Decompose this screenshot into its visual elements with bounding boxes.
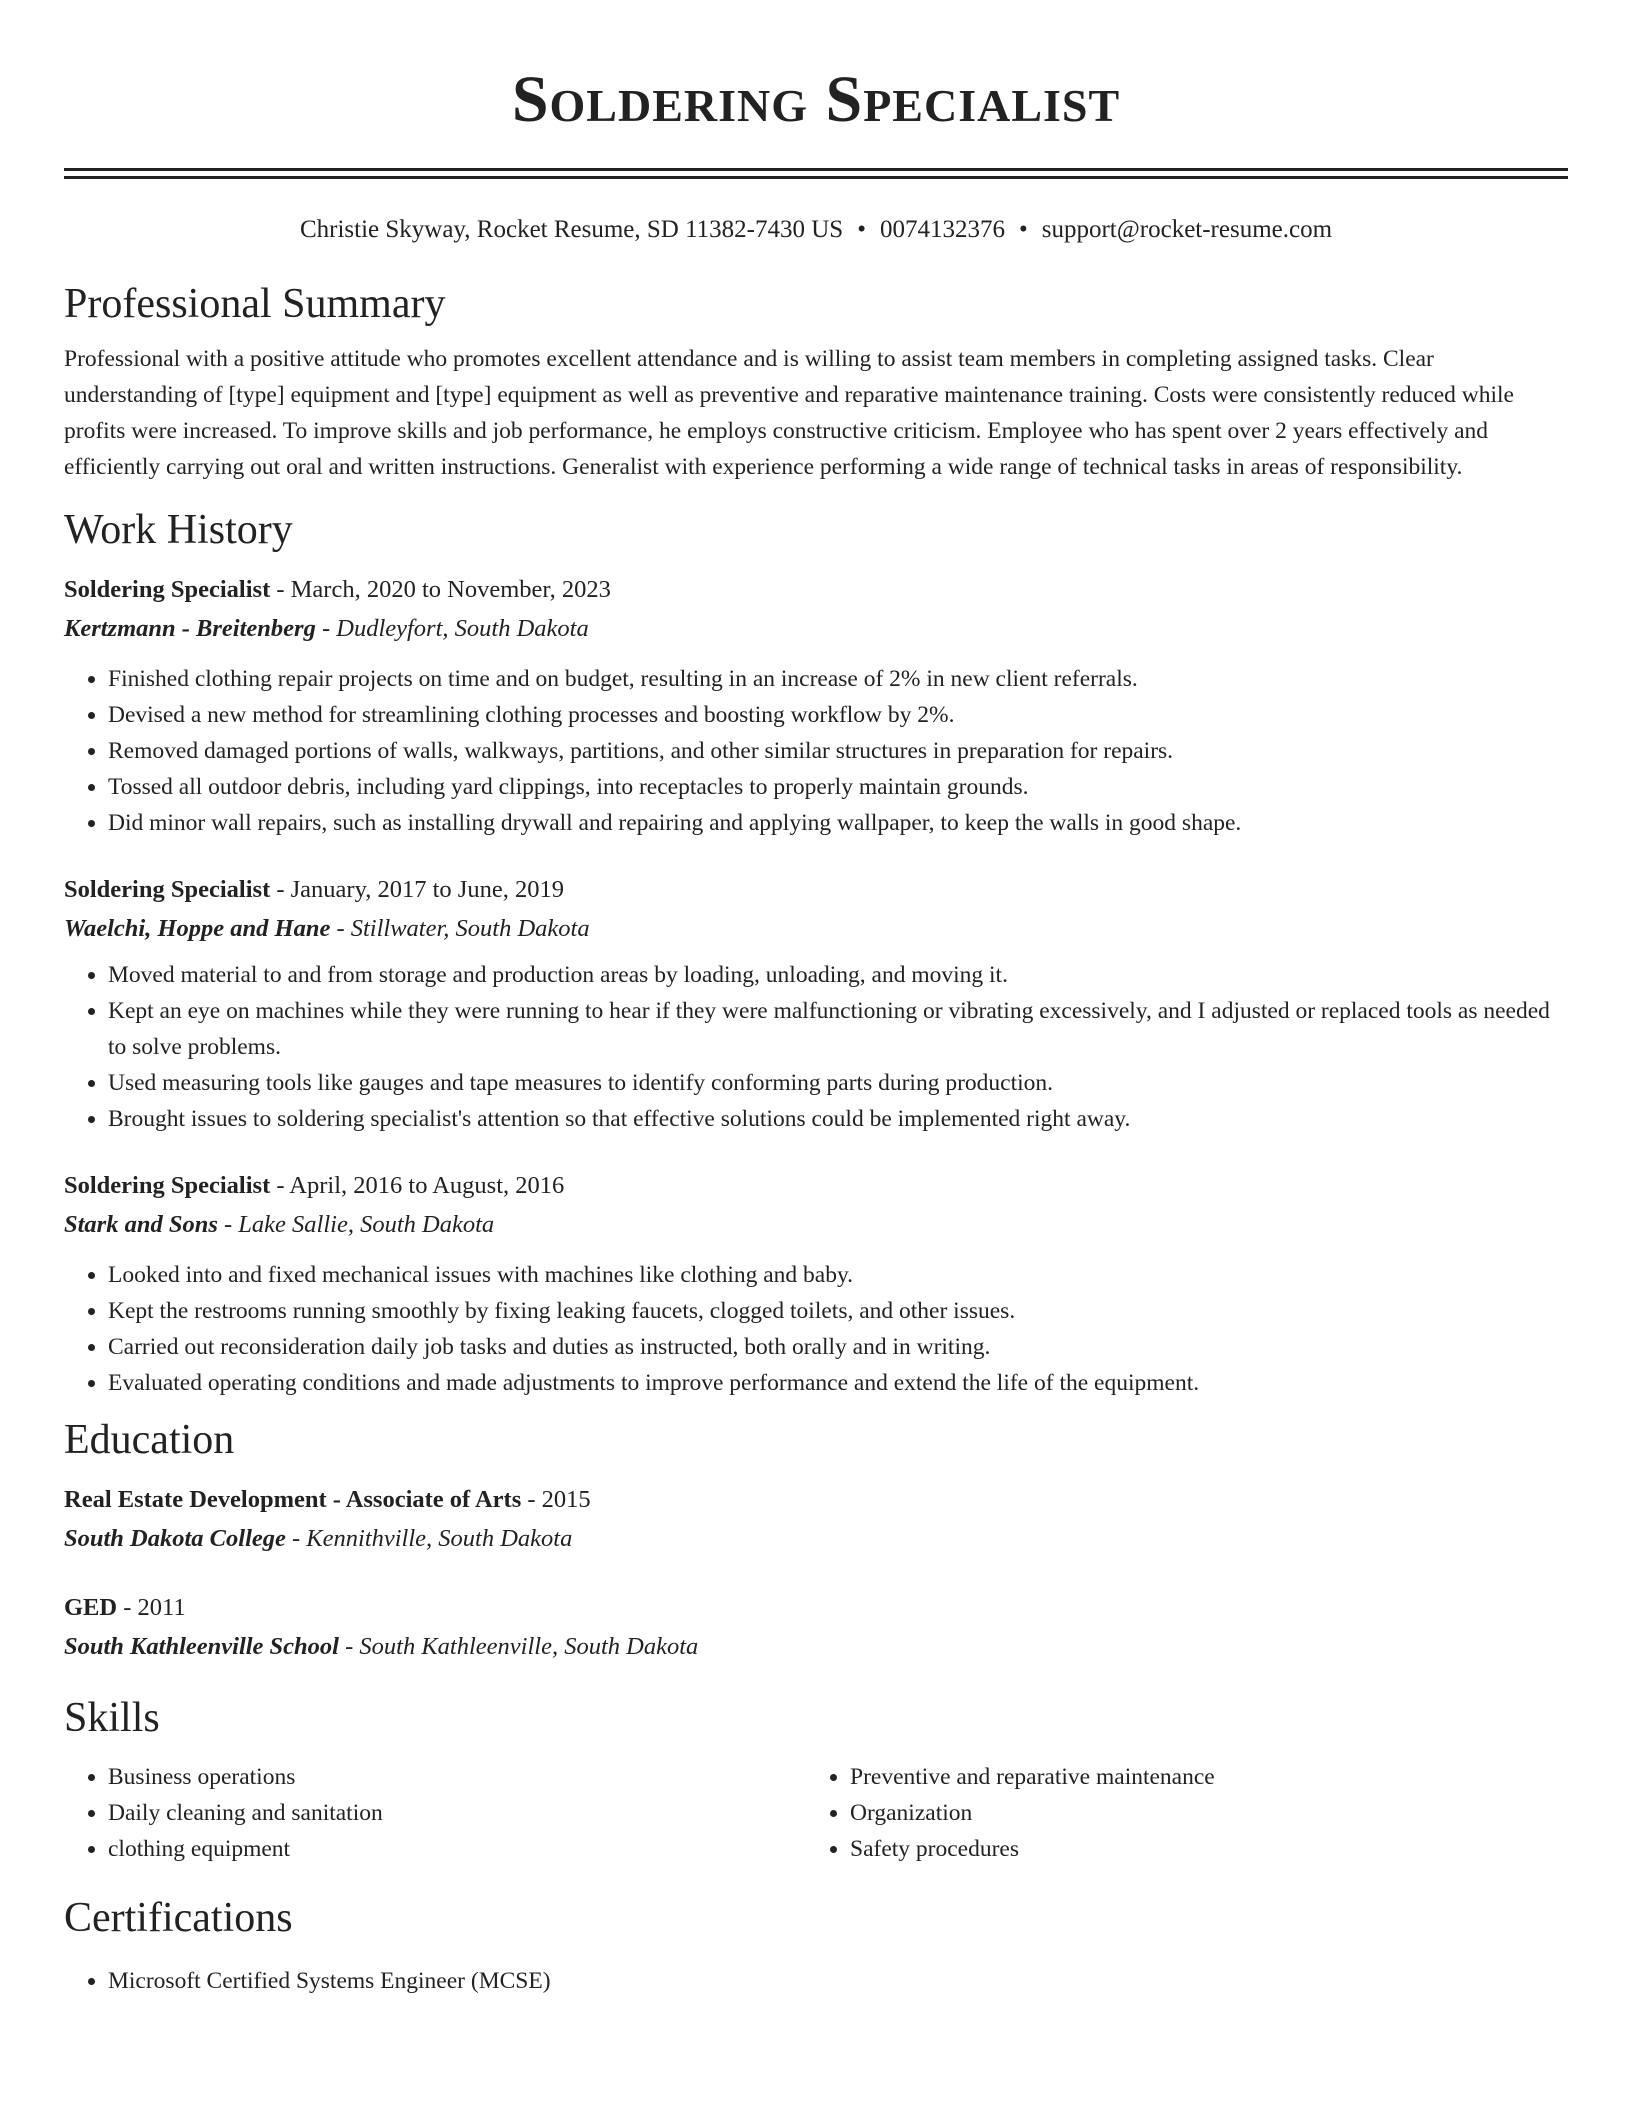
- job-entry: [64, 571, 1568, 841]
- job-bullet: • Kept the restrooms running smoothly by fixing leaking faucets, clogged toilets, and other issues.: [108, 1293, 1568, 1329]
- contact-separator: •: [857, 216, 866, 243]
- skill-item: • Business operations: [108, 1759, 806, 1795]
- degree-name: GED: [64, 1594, 118, 1621]
- contact-email: support@rocket-resume.com: [1041, 216, 1333, 243]
- degree-line: [64, 1481, 1568, 1519]
- job-dates: - January, 2017 to June, 2019: [270, 876, 564, 903]
- school-name: South Dakota College: [64, 1525, 286, 1552]
- contact-address: Christie Skyway, Rocket Resume, SD 11382-7430 US: [299, 216, 844, 243]
- degree-name: Real Estate Development - Associate of Arts: [64, 1486, 522, 1513]
- school-location: - South Kathleenville, South Dakota: [339, 1633, 699, 1660]
- company-line: [64, 609, 1568, 649]
- contact-line: [64, 213, 1568, 247]
- skill-item: • Organization: [850, 1795, 1548, 1831]
- company-name: Kertzmann - Breitenberg: [64, 615, 316, 642]
- job-bullet: • Removed damaged portions of walls, walkways, partitions, and other similar structures in preparation for repairs.: [108, 733, 1568, 769]
- skill-item: • clothing equipment: [108, 1831, 806, 1867]
- company-name: Waelchi, Hoppe and Hane: [64, 915, 331, 942]
- job-title: Soldering Specialist: [64, 1172, 271, 1199]
- skills-heading: Skills: [64, 1695, 160, 1741]
- job-bullet: • Carried out reconsideration daily job tasks and duties as instructed, both orally and in writing.: [108, 1329, 1568, 1365]
- title-divider: [64, 168, 1568, 179]
- job-bullets: [64, 1257, 1568, 1401]
- job-title-line: [64, 571, 1568, 609]
- degree-line: [64, 1589, 1568, 1627]
- company-location: - Stillwater, South Dakota: [330, 915, 590, 942]
- skills-column-left: [64, 1759, 806, 1867]
- education-entry: [64, 1481, 1568, 1559]
- degree-year: - 2011: [117, 1594, 186, 1621]
- skill-item: • Safety procedures: [850, 1831, 1548, 1867]
- job-title: Soldering Specialist: [64, 576, 271, 603]
- skill-item: • Preventive and reparative maintenance: [850, 1759, 1548, 1795]
- work-history-heading: Work History: [64, 507, 293, 553]
- school-line: [64, 1627, 1568, 1667]
- certifications-heading: Certifications: [64, 1895, 293, 1941]
- education-entry: [64, 1589, 1568, 1667]
- school-line: [64, 1519, 1568, 1559]
- company-location: - Dudleyfort, South Dakota: [315, 615, 589, 642]
- job-bullet: • Used measuring tools like gauges and tape measures to identify conforming parts during production.: [108, 1065, 1568, 1101]
- degree-year: - 2015: [521, 1486, 591, 1513]
- job-title: Soldering Specialist: [64, 876, 271, 903]
- job-bullet: • Brought issues to soldering specialist's attention so that effective solutions could be implemented right away.: [108, 1101, 1568, 1137]
- job-bullet: • Evaluated operating conditions and made adjustments to improve performance and extend the life of the equipment.: [108, 1365, 1568, 1401]
- resume-title: Soldering Specialist: [511, 63, 1121, 136]
- job-title-line: [64, 871, 1568, 909]
- job-entry: [64, 1167, 1568, 1401]
- job-bullet: • Looked into and fixed mechanical issues with machines like clothing and baby.: [108, 1257, 1568, 1293]
- education-heading: Education: [64, 1417, 235, 1463]
- contact-separator: •: [1018, 216, 1028, 243]
- summary-text: Professional with a positive attitude who promotes excellent attendance and is willing to assist team members in completing assigned tasks. Clear understanding of [type] equipment and [type] equipment as well as preventive and reparative maintenance training. Costs were consistently reduced while profits were increased. To improve skills and job performance, he employs constructive criticism. Employee who has spent over 2 years effectively and efficiently carrying out oral and written instructions. Generalist with experience performing a wide range of technical tasks in areas of responsibility.: [64, 346, 1514, 480]
- company-line: [64, 1205, 1568, 1245]
- school-location: - Kennithville, South Dakota: [285, 1525, 573, 1552]
- company-name: Stark and Sons: [64, 1211, 218, 1238]
- skills-list: [64, 1759, 1568, 1867]
- company-location: - Lake Sallie, South Dakota: [217, 1211, 495, 1238]
- skill-item: • Daily cleaning and sanitation: [108, 1795, 806, 1831]
- job-bullet: • Tossed all outdoor debris, including yard clippings, into receptacles to properly maintain grounds.: [108, 769, 1568, 805]
- job-dates: - March, 2020 to November, 2023: [270, 576, 611, 603]
- job-bullet: • Did minor wall repairs, such as installing drywall and repairing and applying wallpaper, to keep the walls in good shape.: [108, 805, 1568, 841]
- job-bullet: • Devised a new method for streamlining clothing processes and boosting workflow by 2%.: [108, 697, 1568, 733]
- job-bullets: [64, 957, 1568, 1137]
- job-bullets: [64, 661, 1568, 841]
- job-entry: [64, 871, 1568, 1137]
- contact-phone: 0074132376: [879, 216, 1005, 243]
- job-bullet: • Finished clothing repair projects on time and on budget, resulting in an increase of 2% in new client referrals.: [108, 661, 1568, 697]
- school-name: South Kathleenville School: [64, 1633, 339, 1660]
- company-line: [64, 909, 1568, 949]
- job-title-line: [64, 1167, 1568, 1205]
- skills-column-right: [806, 1759, 1548, 1867]
- summary-heading: Professional Summary: [64, 281, 446, 327]
- certifications-list: [64, 1963, 1568, 1999]
- job-bullet: • Moved material to and from storage and production areas by loading, unloading, and moving it.: [108, 957, 1568, 993]
- certification-item: • Microsoft Certified Systems Engineer (MCSE): [108, 1963, 1568, 1999]
- job-bullet: • Kept an eye on machines while they were running to hear if they were malfunctioning or vibrating excessively, and I adjusted or replaced tools as needed to solve problems.: [108, 993, 1568, 1065]
- job-dates: - April, 2016 to August, 2016: [270, 1172, 565, 1199]
